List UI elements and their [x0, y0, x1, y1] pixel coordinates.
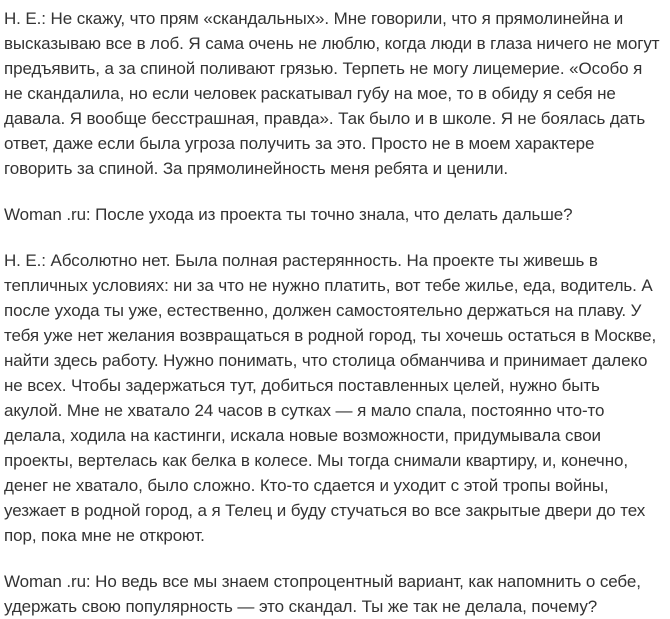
speaker-label: Н. Е.:	[4, 9, 46, 28]
speaker-label: Woman .ru:	[4, 205, 91, 224]
paragraph-answer-1	[4, 6, 662, 181]
paragraph-answer-2	[4, 248, 662, 548]
paragraph-text: Абсолютно нет. Была полная растерянность. На проекте ты живешь в тепличных условиях: ни за что не нужно платить, вот тебе жилье, еда, водитель. А после ухода ты уже, естественно, должен самостоятельно держаться на плаву. У тебя уже нет желания возвращаться в родной город, ты хочешь остаться в Москве, найти здесь работу. Нужно понимать, что столица обманчива и принимает далеко не всех. Чтобы задержаться тут, добиться поставленных целей, нужно быть акулой. Мне не хватало 24 часов в сутках — я мало спала, постоянно что-то делала, ходила на кастинги, искала новые возможности, придумывала свои проекты, вертелась как белка в колесе. Мы тогда снимали квартиру, и, конечно, денег не хватало, было сложно. Кто-то сдается и уходит с этой тропы войны, уезжает в родной город, а я Телец и буду стучаться во все закрытые двери до тех пор, пока мне не откроют.	[4, 251, 657, 545]
speaker-label: Woman .ru:	[4, 572, 91, 591]
paragraph-text: После ухода из проекта ты точно знала, что делать дальше?	[90, 205, 573, 224]
paragraph-question-2	[4, 569, 662, 619]
paragraph-text: Не скажу, что прям «скандальных». Мне говорили, что я прямолинейна и высказываю все в лоб. Я сама очень не люблю, когда люди в глаза ничего не могут предъявить, а за спиной поливают грязью. Терпеть не могу лицемерие. «Особо я не скандалила, но если человек раскатывал губу на мое, то в обиду я себя не давала. Я вообще бесстрашная, правда». Так было и в школе. Я не боялась дать ответ, даже если была угроза получить за это. Просто не в моем характере говорить за спиной. За прямолинейность меня ребята и ценили.	[4, 9, 660, 178]
paragraph-question-1	[4, 202, 662, 227]
paragraph-text: Но ведь все мы знаем стопроцентный вариант, как напомнить о себе, удержать свою популярность — это скандал. Ты же так не делала, почему?	[4, 572, 641, 616]
speaker-label: Н. Е.:	[4, 251, 46, 270]
